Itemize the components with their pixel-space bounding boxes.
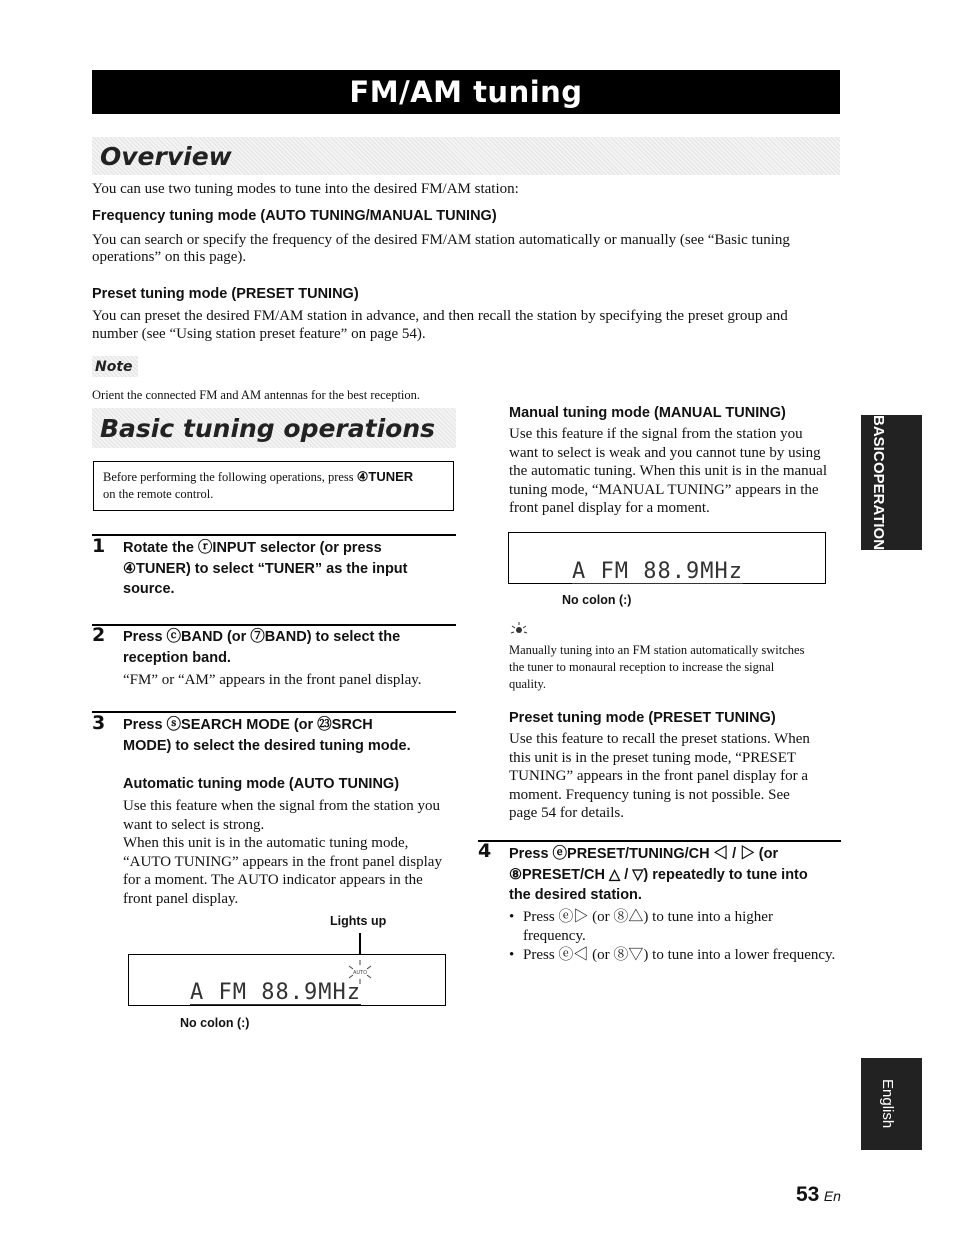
side-tab-operation-label: OPERATION xyxy=(870,461,887,550)
preset-mode-body-2: number (see “Using station preset feature” on page 54). xyxy=(92,326,426,342)
overview-intro: You can use two tuning modes to tune into the desired FM/AM station: xyxy=(92,181,519,197)
lights-up-label: Lights up xyxy=(330,914,387,928)
step4-bullet-2: • Press ⓔ◁ (or ⑧▽) to tune into a lower frequency. xyxy=(509,947,836,963)
auto-indicator-text: AUTO xyxy=(352,970,368,976)
freq-mode-body-2: operations” on this page). xyxy=(92,249,247,265)
page-number xyxy=(796,1183,841,1207)
side-tab-basic-operation xyxy=(861,415,922,550)
side-tab-basic-label: BASIC xyxy=(870,415,887,462)
preset-mode-title: Preset tuning mode (PRESET TUNING) xyxy=(92,286,359,302)
auto-tuning-body xyxy=(123,797,458,908)
tip-line: quality. xyxy=(509,677,547,691)
manual-tuning-body xyxy=(509,425,844,518)
auto-display-text: A FM 88.9MHz xyxy=(190,980,361,1005)
tip-icon xyxy=(509,621,529,639)
note-label: Note xyxy=(92,356,138,377)
overview-heading: Overview xyxy=(92,137,840,175)
no-colon-label: No colon (:) xyxy=(180,1016,250,1030)
step1-title xyxy=(123,538,408,600)
manual-tuning-title: Manual tuning mode (MANUAL TUNING) xyxy=(509,405,786,421)
tip-text xyxy=(509,642,844,693)
preset-line: TUNING” appears in the front panel display for a xyxy=(509,768,809,784)
tip-line: Manually tuning into an FM station automatically switches xyxy=(509,643,805,657)
step4-bullet-1: • Press ⓔ▷ (or ⑧△) to tune into a higher frequency. xyxy=(509,909,773,944)
manual-line: want to select is weak and you cannot tune by using xyxy=(509,444,821,461)
step2-line1: Press ⓒBAND (or ⑦BAND) to select the xyxy=(123,629,401,645)
step1-rule xyxy=(92,534,456,536)
step2-rule xyxy=(92,624,456,626)
prerequisite-text: Before performing the following operations, press xyxy=(103,470,357,484)
step4-bullet-2-text: Press ⓔ◁ (or ⑧▽) to tune into a lower frequency. xyxy=(523,947,836,963)
auto-line: “AUTO TUNING” appears in the front panel display xyxy=(123,853,442,870)
auto-line: for a moment. The AUTO indicator appears in the xyxy=(123,872,423,888)
auto-line: front panel display. xyxy=(123,890,239,907)
step2-body: “FM” or “AM” appears in the front panel display. xyxy=(123,672,422,688)
auto-line: want to select is strong. xyxy=(123,816,265,833)
page-number-value: 53 xyxy=(796,1183,820,1206)
manual-line: front panel display for a moment. xyxy=(509,500,710,516)
step3-number: 3 xyxy=(92,712,106,734)
manual-line: Use this feature if the signal from the station you xyxy=(509,426,803,442)
auto-tuning-title: Automatic tuning mode (AUTO TUNING) xyxy=(123,776,400,792)
manual-line: tuning mode, “MANUAL TUNING” appears in the xyxy=(509,481,819,498)
step4-number: 4 xyxy=(478,840,492,862)
step2-line2: reception band. xyxy=(123,649,231,666)
side-tab-basic-operation-text xyxy=(865,415,891,550)
side-tab-english xyxy=(861,1058,922,1150)
page-title: FM/AM tuning xyxy=(92,70,840,114)
step2-number: 2 xyxy=(92,624,106,646)
step1-line3: source. xyxy=(123,581,175,597)
tip-line: the tuner to monaural reception to increase the signal xyxy=(509,660,775,674)
step1-number: 1 xyxy=(92,535,106,557)
preset-line: moment. Frequency tuning is not possible. See xyxy=(509,786,790,803)
preset-line: this unit is in the preset tuning mode, “PRESET xyxy=(509,749,797,766)
step1-line1: Rotate the ⓡINPUT selector (or press xyxy=(123,540,382,556)
step4-bullet-1-text: Press ⓔ▷ (or ⑧△) to tune into a higher xyxy=(523,909,773,925)
step4-line3: the desired station. xyxy=(509,887,642,903)
step4-title xyxy=(509,844,808,906)
basic-tuning-heading: Basic tuning operations xyxy=(92,408,456,448)
step3-title xyxy=(123,715,411,756)
tuner-key-label: ④TUNER xyxy=(356,469,414,484)
auto-line: When this unit is in the automatic tuning mode, xyxy=(123,835,409,851)
manual-display-text: A FM 88.9MHz xyxy=(572,559,743,584)
step2-title xyxy=(123,627,400,668)
step3-line2: MODE) to select the desired tuning mode. xyxy=(123,737,411,754)
preset-tuning-body xyxy=(509,730,844,823)
step4-rule xyxy=(478,840,841,842)
freq-mode-body-1: You can search or specify the frequency of the desired FM/AM station automatically or manually (see “Basic tuning xyxy=(92,232,790,248)
lights-up-pointer xyxy=(359,933,361,955)
prerequisite-text-2: on the remote control. xyxy=(103,487,214,501)
step4-bullet-1-text-2: frequency. xyxy=(523,927,586,944)
side-tab-english-label: English xyxy=(879,1079,896,1129)
manual-no-colon-label: No colon (:) xyxy=(562,593,632,607)
freq-mode-title: Frequency tuning mode (AUTO TUNING/MANUAL TUNING) xyxy=(92,208,497,224)
step4-line2: ⑧PRESET/CH △ / ▽) repeatedly to tune into xyxy=(509,866,808,883)
note-text: Orient the connected FM and AM antennas for the best reception. xyxy=(92,388,421,402)
step3-line1: Press ⓢSEARCH MODE (or ㉓SRCH xyxy=(123,717,373,733)
page-language: En xyxy=(823,1188,841,1204)
manual-line: the automatic tuning. When this unit is in the manual xyxy=(509,463,828,479)
step1-line2: ④TUNER) to select “TUNER” as the input xyxy=(123,560,408,577)
preset-line: page 54 for details. xyxy=(509,805,624,821)
preset-mode-body-1: You can preset the desired FM/AM station in advance, and then recall the station by specifying the preset group and xyxy=(92,308,788,324)
preset-tuning-title: Preset tuning mode (PRESET TUNING) xyxy=(509,710,776,726)
step4-line1: Press ⓔPRESET/TUNING/CH ◁ / ▷ (or xyxy=(509,846,779,862)
preset-line: Use this feature to recall the preset stations. When xyxy=(509,731,810,747)
auto-line: Use this feature when the signal from the station you xyxy=(123,798,441,814)
prerequisite-box xyxy=(93,461,454,511)
step3-rule xyxy=(92,711,456,713)
